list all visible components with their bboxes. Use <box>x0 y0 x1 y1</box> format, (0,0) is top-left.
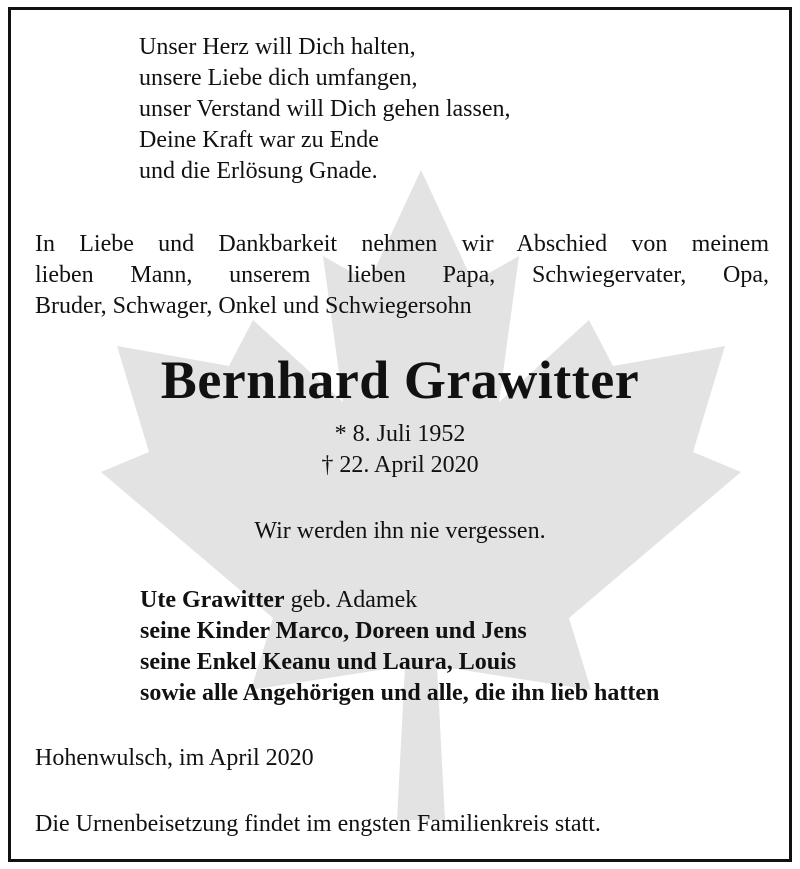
burial-note: Die Urnenbeisetzung findet im engsten Familienkreis statt. <box>35 811 601 837</box>
farewell-text <box>35 229 769 322</box>
poem-line: unser Verstand will Dich gehen lassen, <box>139 96 511 122</box>
poem-line: Unser Herz will Dich halten, <box>139 34 416 60</box>
life-dates <box>11 419 789 481</box>
remembrance-line: Wir werden ihn nie vergessen. <box>254 518 546 544</box>
farewell-line: lieben Mann, unserem lieben Papa, Schwiegervater, Opa, <box>35 262 769 288</box>
mourners-list <box>140 585 659 709</box>
mourner-others: sowie alle Angehörigen und alle, die ihn lieb hatten <box>140 680 660 706</box>
poem <box>139 32 510 187</box>
farewell-line: Bruder, Schwager, Onkel und Schwiegersohn <box>35 293 472 319</box>
mourner-children: seine Kinder Marco, Doreen und Jens <box>140 618 527 644</box>
farewell-line: In Liebe und Dankbarkeit nehmen wir Abschied von meinem <box>35 231 769 257</box>
poem-line: und die Erlösung Gnade. <box>139 158 378 184</box>
poem-line: Deine Kraft war zu Ende <box>139 127 379 153</box>
spouse-name: Ute Grawitter <box>140 587 285 613</box>
spouse-maiden-name: geb. Adamek <box>284 587 418 613</box>
obituary-content <box>11 10 789 859</box>
place-and-date: Hohenwulsch, im April 2020 <box>35 745 314 771</box>
deceased-name: Bernhard Grawitter <box>160 350 640 410</box>
mourner-spouse <box>140 585 659 616</box>
mourner-grandchildren: seine Enkel Keanu und Laura, Louis <box>140 649 517 675</box>
death-date: † 22. April 2020 <box>321 452 479 478</box>
obituary-frame <box>8 7 792 862</box>
poem-line: unsere Liebe dich umfangen, <box>139 65 418 91</box>
birth-date: * 8. Juli 1952 <box>334 421 466 447</box>
